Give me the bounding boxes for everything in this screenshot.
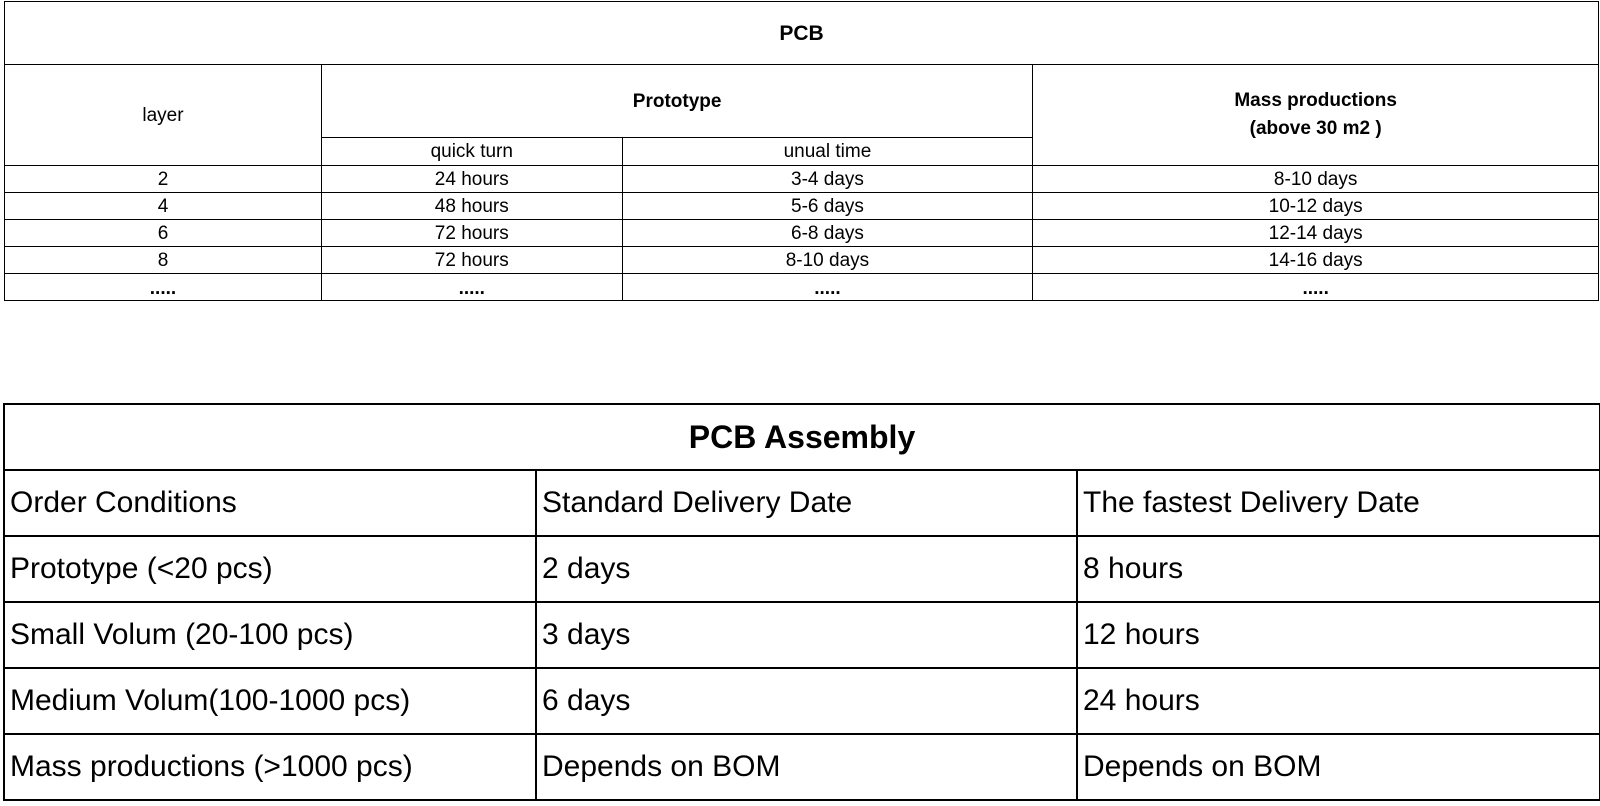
quick-turn-cell: 24 hours — [321, 166, 622, 193]
table-row — [4, 536, 1600, 602]
fastest-delivery-header: The fastest Delivery Date — [1077, 470, 1600, 536]
quick-turn-cell: ..... — [321, 274, 622, 301]
table-header-row — [4, 470, 1600, 536]
order-conditions-header: Order Conditions — [4, 470, 536, 536]
standard-delivery-header: Standard Delivery Date — [536, 470, 1077, 536]
mass-production-cell: 14-16 days — [1033, 247, 1599, 274]
layer-cell: 4 — [5, 193, 322, 220]
table-row — [4, 602, 1600, 668]
mass-production-condition: (above 30 m2 ) — [1249, 118, 1382, 139]
quick-turn-cell: 48 hours — [321, 193, 622, 220]
fastest-delivery-cell: 8 hours — [1077, 536, 1600, 602]
quick-turn-cell: 72 hours — [321, 220, 622, 247]
usual-time-cell: 8-10 days — [622, 247, 1033, 274]
usual-time-cell: 6-8 days — [622, 220, 1033, 247]
standard-delivery-cell: 6 days — [536, 668, 1077, 734]
mass-production-cell: 8-10 days — [1033, 166, 1599, 193]
mass-production-label: Mass productions — [1234, 90, 1397, 111]
fastest-delivery-cell: 24 hours — [1077, 668, 1600, 734]
order-condition-cell: Mass productions (>1000 pcs) — [4, 734, 536, 800]
table-row — [5, 220, 1599, 247]
usual-time-cell: 5-6 days — [622, 193, 1033, 220]
assembly-table-title: PCB Assembly — [4, 404, 1600, 470]
fastest-delivery-cell: 12 hours — [1077, 602, 1600, 668]
usual-time-cell: ..... — [622, 274, 1033, 301]
fastest-delivery-cell: Depends on BOM — [1077, 734, 1600, 800]
mass-production-cell: ..... — [1033, 274, 1599, 301]
table-row — [4, 668, 1600, 734]
table-row — [5, 193, 1599, 220]
pcb-table-title: PCB — [5, 2, 1599, 65]
table-row — [5, 274, 1599, 301]
layer-cell: 8 — [5, 247, 322, 274]
mass-production-cell: 12-14 days — [1033, 220, 1599, 247]
prototype-header: Prototype — [321, 65, 1032, 138]
usual-time-header: unual time — [622, 138, 1033, 166]
quick-turn-header: quick turn — [321, 138, 622, 166]
pcb-lead-time-table — [4, 1, 1599, 301]
layer-header: layer — [5, 65, 322, 166]
order-condition-cell: Small Volum (20-100 pcs) — [4, 602, 536, 668]
standard-delivery-cell: 3 days — [536, 602, 1077, 668]
layer-cell: ..... — [5, 274, 322, 301]
order-condition-cell: Medium Volum(100-1000 pcs) — [4, 668, 536, 734]
table-row — [5, 247, 1599, 274]
mass-production-header — [1033, 65, 1599, 166]
quick-turn-cell: 72 hours — [321, 247, 622, 274]
layer-cell: 2 — [5, 166, 322, 193]
order-condition-cell: Prototype (<20 pcs) — [4, 536, 536, 602]
mass-production-cell: 10-12 days — [1033, 193, 1599, 220]
usual-time-cell: 3-4 days — [622, 166, 1033, 193]
standard-delivery-cell: 2 days — [536, 536, 1077, 602]
table-row — [4, 734, 1600, 800]
standard-delivery-cell: Depends on BOM — [536, 734, 1077, 800]
layer-cell: 6 — [5, 220, 322, 247]
table-row — [5, 166, 1599, 193]
pcb-assembly-table — [3, 403, 1600, 801]
